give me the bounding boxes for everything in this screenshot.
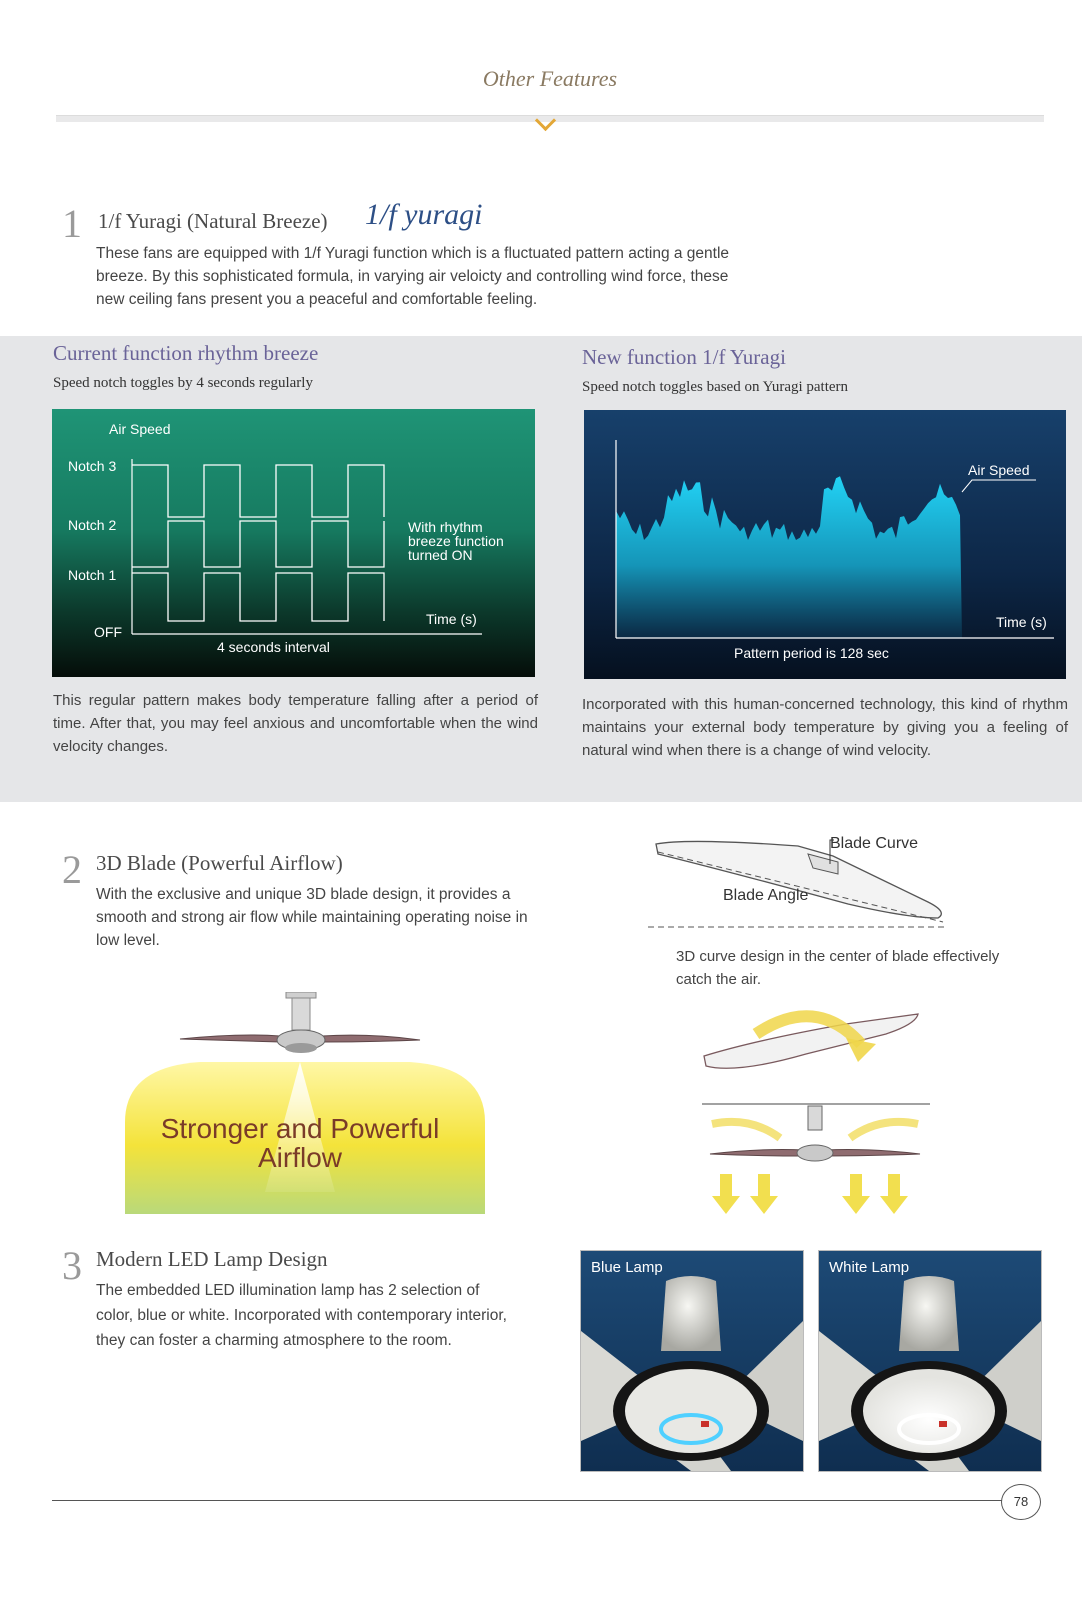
blade-angle-label: Blade Angle — [723, 887, 809, 904]
level-label-off: OFF — [94, 624, 122, 640]
section-2-body: With the exclusive and unique 3D blade design, it provides a smooth and strong air flow while maintaining operating noise in low level. — [96, 886, 528, 949]
white-lamp-label: White Lamp — [829, 1259, 910, 1276]
blade-airflow-sketch — [696, 1004, 936, 1084]
interval-label: 4 seconds interval — [217, 639, 330, 655]
yuragi-x-title: Time (s) — [996, 614, 1047, 630]
chart-x-title: Time (s) — [426, 611, 477, 627]
section-3-number: 3 — [62, 1243, 82, 1288]
level-label-notch-3: Notch 3 — [68, 458, 117, 474]
airflow-illustration — [110, 992, 500, 1216]
airflow-label-line-1: Stronger and Powerful — [160, 1113, 440, 1144]
new-function-title: New function 1/f Yuragi — [582, 345, 786, 369]
yuragi-series-label: Air Speed — [968, 462, 1030, 478]
new-function-description: Incorporated with this human-concerned technology, this kind of rhythm maintains your external body temperature by giving you a feeling of natural wind when there is a change of wind velocity. — [582, 696, 1068, 759]
chevron-down-icon — [535, 110, 556, 131]
blue-lamp-photo — [580, 1250, 804, 1472]
blade-curve-label: Blade Curve — [830, 835, 919, 852]
rhythm-breeze-chart — [52, 409, 535, 677]
new-function-subtitle: Speed notch toggles based on Yuragi pattern — [582, 379, 849, 395]
section-2-number: 2 — [62, 847, 82, 892]
current-function-description: This regular pattern makes body temperature falling after a period of time. After that, you may feel anxious and uncomfortable when the wind velocity changes. — [53, 692, 538, 755]
footer-divider — [52, 1500, 1002, 1501]
level-label-notch-1: Notch 1 — [68, 567, 117, 583]
current-function-subtitle: Speed notch toggles by 4 seconds regularly — [53, 375, 313, 391]
section-3-title: Modern LED Lamp Design — [96, 1247, 328, 1271]
section-2-title: 3D Blade (Powerful Airflow) — [96, 851, 343, 875]
yuragi-logo: 1/f yuragi — [365, 198, 483, 231]
rhythm-annotation: With rhythm breeze function turned ON — [408, 519, 504, 563]
blade-caption: 3D curve design in the center of blade effectively catch the air. — [676, 948, 1000, 988]
level-label-notch-2: Notch 2 — [68, 517, 117, 533]
page-number: 78 — [1001, 1484, 1041, 1520]
blue-lamp-label: Blue Lamp — [591, 1259, 663, 1276]
section-1-title: 1/f Yuragi (Natural Breeze) — [98, 209, 328, 233]
fan-airflow-sketch — [700, 1096, 932, 1226]
current-function-title: Current function rhythm breeze — [53, 341, 319, 365]
page-header-title: Other Features — [482, 66, 618, 91]
period-label: Pattern period is 128 sec — [734, 645, 889, 661]
section-3-body: The embedded LED illumination lamp has 2 selection of color, blue or white. Incorporated with contemporary interior, they can foster a charming atmosphere to the room. — [96, 1282, 507, 1349]
white-lamp-photo — [818, 1250, 1042, 1472]
chart-y-title: Air Speed — [109, 421, 171, 437]
airflow-label-line-2: Airflow — [257, 1142, 343, 1173]
yuragi-chart — [584, 410, 1066, 679]
section-1-body: These fans are equipped with 1/f Yuragi function which is a fluctuated pattern acting a gentle breeze. By this sophisticated formula, in varying air veloicty and controlling wind force, these new ceiling fans present you a peaceful and comfortable feeling. — [96, 245, 730, 308]
blade-diagram — [648, 834, 978, 944]
section-1-number: 1 — [62, 201, 82, 246]
